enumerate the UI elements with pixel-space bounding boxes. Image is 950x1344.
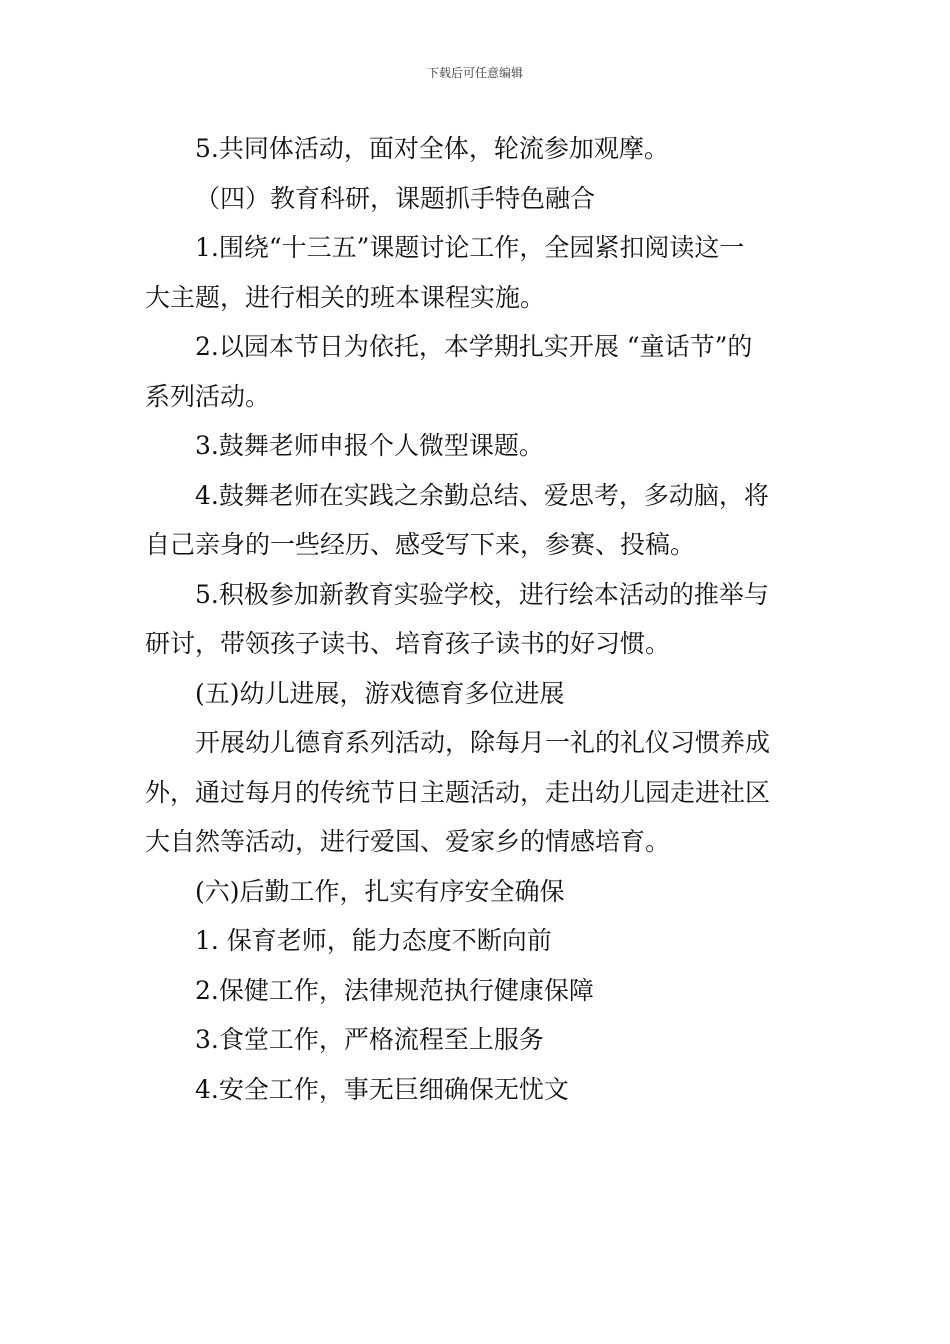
paragraph-line: 1. 保育老师，能力态度不断向前: [195, 926, 552, 955]
paragraph-line: 1.围绕“十三五”课题讨论工作，全园紧扣阅读这一: [195, 233, 745, 262]
paragraph-line: 2.保健工作，法律规范执行健康保障: [195, 975, 594, 1005]
paragraph-line: 5.积极参加新教育实验学校，进行绘本活动的推举与: [195, 579, 769, 609]
paragraph-line: 5.共同体活动，面对全体，轮流参加观摩。: [195, 134, 669, 163]
document-body: [145, 124, 810, 1114]
section-heading: （四）教育科研，课题抓手特色融合: [195, 183, 596, 213]
paragraph-line: 系列活动。: [145, 381, 271, 411]
paragraph-line: 自己亲身的一些经历、感受写下来，参赛、投稿。: [145, 530, 696, 559]
paragraph-line: 4.安全工作，事无巨细确保无忧文: [195, 1074, 569, 1104]
section-heading: (六)后勤工作，扎实有序安全确保: [195, 876, 565, 906]
paragraph-line: 3.鼓舞老师申报个人微型课题。: [195, 431, 544, 460]
paragraph-line: 2.以园本节日为依托，本学期扎实开展 “童话节”的: [195, 332, 753, 361]
paragraph-line: 4.鼓舞老师在实践之余勤总结、爱思考，多动脑，将: [195, 480, 769, 510]
page-header: 下载后可任意编辑: [426, 66, 523, 80]
section-heading: (五)幼儿进展，游戏德育多位进展: [195, 678, 565, 708]
paragraph-line: 研讨，带领孩子读书、培育孩子读书的好习惯。: [145, 629, 671, 658]
paragraph-line: 大自然等活动，进行爱国、爱家乡的情感培育。: [145, 827, 671, 856]
paragraph-line: 外，通过每月的传统节日主题活动，走出幼儿园走进社区: [145, 777, 771, 807]
paragraph-line: 大主题，进行相关的班本课程实施。: [145, 282, 546, 312]
paragraph-line: 开展幼儿德育系列活动，除每月一礼的礼仪习惯养成: [195, 728, 771, 757]
paragraph-line: 3.食堂工作，严格流程至上服务: [195, 1025, 544, 1054]
